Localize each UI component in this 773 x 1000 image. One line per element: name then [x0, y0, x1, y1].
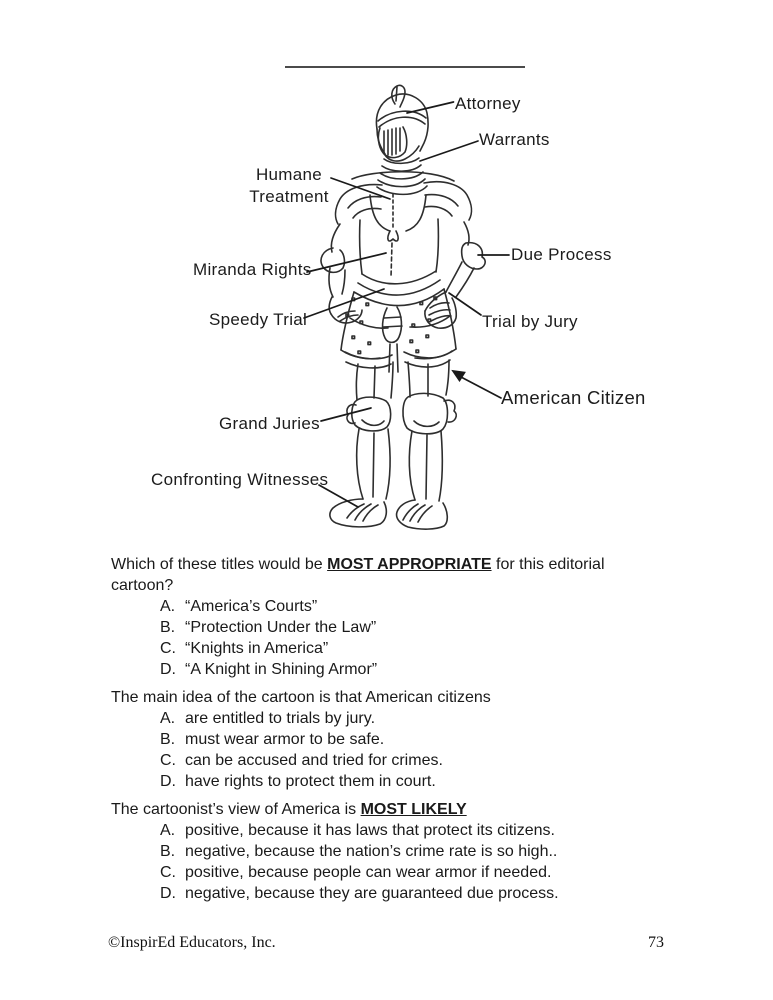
- label-american-citizen: American Citizen: [501, 387, 646, 408]
- knight-armor-drawing: [321, 85, 485, 529]
- option-letter: A.: [160, 598, 176, 615]
- label-humane-treatment: [243, 164, 335, 208]
- question-2-option-a: [160, 708, 667, 729]
- label-speedy-trial: Speedy Trial: [209, 310, 308, 329]
- option-text: positive, because it has laws that protect its citizens.: [185, 822, 555, 839]
- footer-page-number: 73: [648, 934, 664, 951]
- option-letter: D.: [160, 661, 176, 678]
- question-1-option-c: [160, 638, 667, 659]
- question-2-prompt: [111, 687, 667, 708]
- question-1: [111, 554, 667, 680]
- option-letter: A.: [160, 710, 176, 727]
- question-3-prompt: [111, 799, 667, 820]
- option-letter: A.: [160, 822, 176, 839]
- label-due-process: Due Process: [511, 245, 612, 264]
- option-letter: C.: [160, 640, 176, 657]
- question-2-option-b: [160, 729, 667, 750]
- question-1-prompt: [111, 554, 667, 596]
- option-text: “Protection Under the Law”: [185, 619, 377, 636]
- option-letter: D.: [160, 773, 176, 790]
- option-text: “America’s Courts”: [185, 598, 318, 615]
- question-1-prompt-part1: Which of these titles would be: [111, 556, 328, 573]
- footer-copyright: ©InspirEd Educators, Inc.: [108, 934, 276, 951]
- attorney-leader-line: [407, 102, 454, 113]
- american-citizen-arrow-line: [461, 377, 501, 398]
- option-letter: C.: [160, 864, 176, 881]
- label-confronting-witnesses: Confronting Witnesses: [151, 470, 329, 489]
- question-1-option-b: [160, 617, 667, 638]
- questions-section: [111, 554, 667, 911]
- question-3-option-c: [160, 862, 667, 883]
- option-text: “Knights in America”: [185, 640, 329, 657]
- label-miranda-rights: Miranda Rights: [193, 260, 312, 279]
- miranda-rights-leader-line: [307, 253, 386, 272]
- question-3-option-b: [160, 841, 667, 862]
- label-grand-juries: Grand Juries: [219, 414, 320, 433]
- option-text: are entitled to trials by jury.: [185, 710, 376, 727]
- question-3-option-d: [160, 883, 667, 904]
- grand-juries-leader-line: [321, 408, 371, 421]
- option-letter: C.: [160, 752, 176, 769]
- label-trial-by-jury: Trial by Jury: [482, 312, 578, 331]
- label-warrants: Warrants: [479, 130, 550, 149]
- question-2-option-d: [160, 771, 667, 792]
- option-text: have rights to protect them in court.: [185, 773, 436, 790]
- warrants-leader-line: [420, 141, 478, 161]
- question-1-option-a: [160, 596, 667, 617]
- option-letter: B.: [160, 843, 176, 860]
- question-3-prompt-part1: The cartoonist’s view of America is: [111, 801, 361, 818]
- option-letter: B.: [160, 731, 176, 748]
- label-attorney: Attorney: [455, 94, 521, 113]
- question-2-option-c: [160, 750, 667, 771]
- option-text: must wear armor to be safe.: [185, 731, 385, 748]
- question-1-prompt-emphasis: MOST APPROPRIATE: [327, 556, 492, 573]
- option-letter: D.: [160, 885, 176, 902]
- label-humane-line2: Treatment: [249, 187, 329, 206]
- option-text: “A Knight in Shining Armor”: [185, 661, 378, 678]
- question-3-option-a: [160, 820, 667, 841]
- option-text: can be accused and tried for crimes.: [185, 752, 443, 769]
- american-citizen-arrowhead: [453, 371, 465, 381]
- question-1-prompt-line2: cartoon?: [111, 577, 174, 594]
- question-1-prompt-part2: for this editorial: [491, 556, 605, 573]
- label-humane-line1: Humane: [255, 165, 323, 184]
- question-3: [111, 799, 667, 904]
- option-text: positive, because people can wear armor if needed.: [185, 864, 552, 881]
- option-text: negative, because the nation’s crime rate is so high..: [185, 843, 558, 860]
- option-letter: B.: [160, 619, 176, 636]
- question-3-prompt-emphasis: MOST LIKELY: [360, 801, 467, 818]
- question-2-prompt-text: The main idea of the cartoon is that American citizens: [111, 689, 491, 706]
- question-2: [111, 687, 667, 792]
- option-text: negative, because they are guaranteed due process.: [185, 885, 559, 902]
- question-1-option-d: [160, 659, 667, 680]
